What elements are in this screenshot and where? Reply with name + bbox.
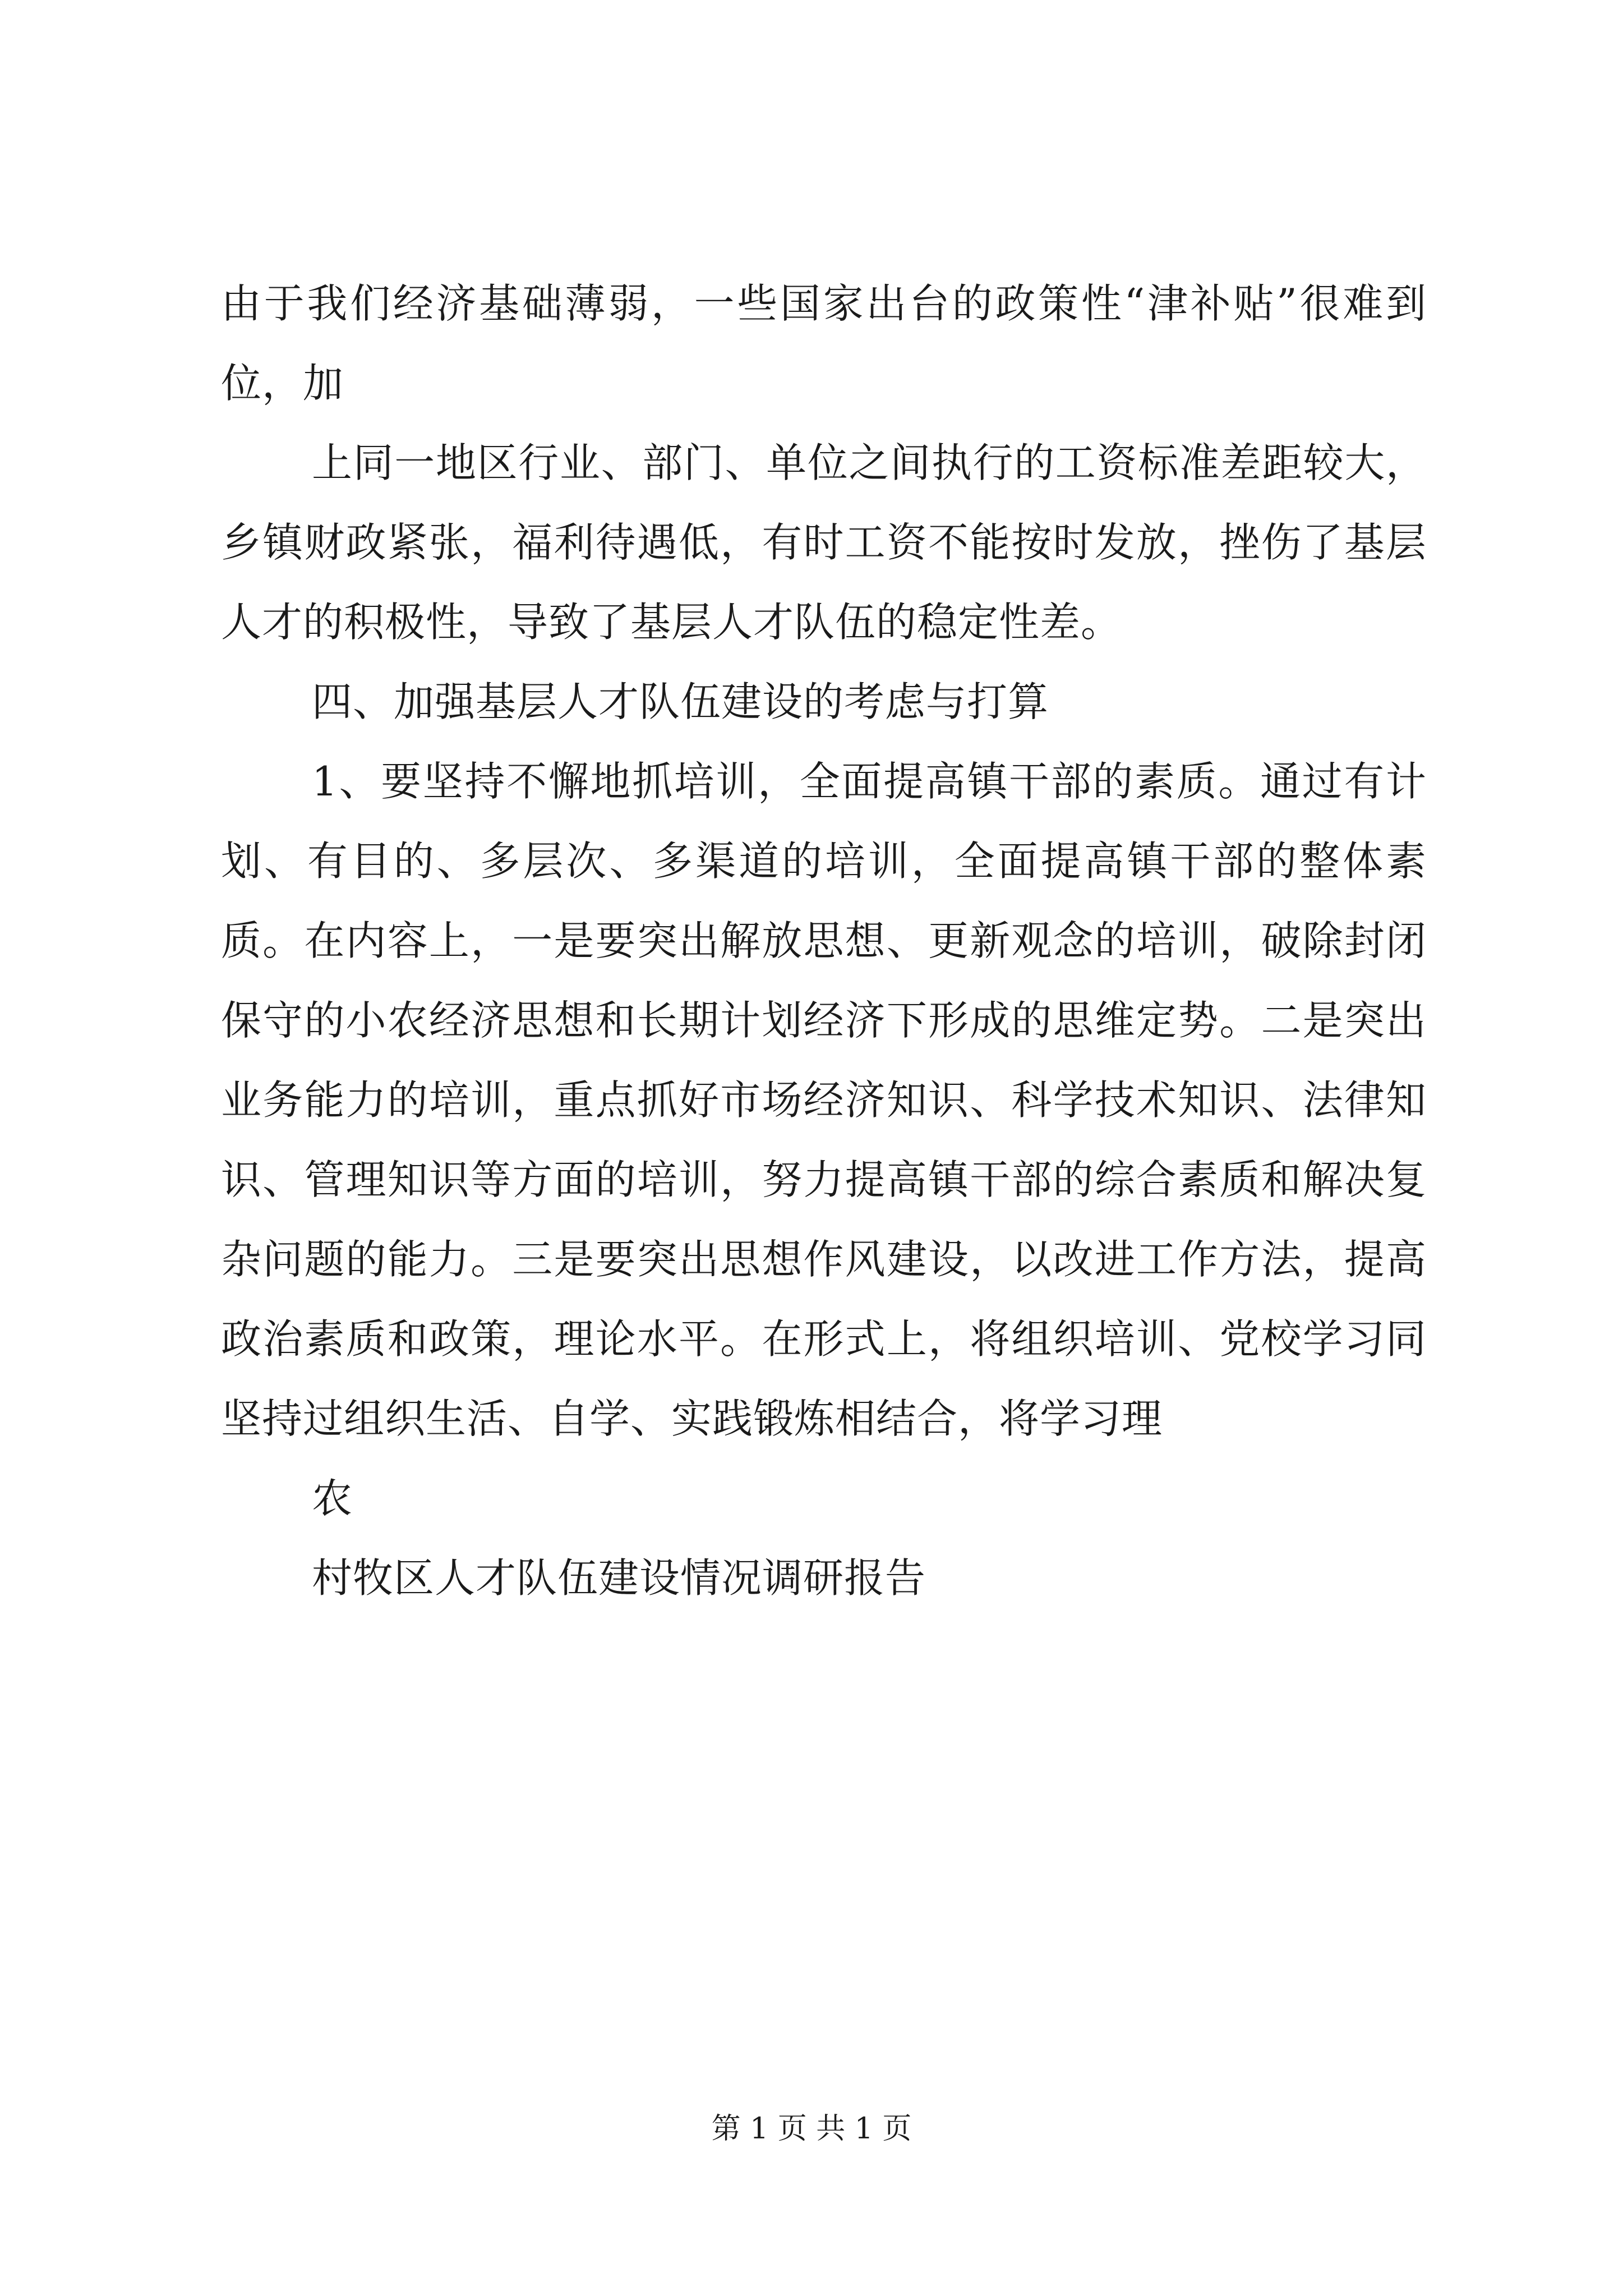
paragraph-2: 上同一地区行业、部门、单位之间执行的工资标准差距较大，乡镇财政紧张，福利待遇低，有时工资不能按时发放，挫伤了基层人才的积极性，导致了基层人才队伍的稳定性差。 [221,439,1427,646]
page-footer: 第 1 页 共 1 页 [711,2112,912,2146]
document-body [221,264,1427,1618]
document-title-line: 村牧区人才队伍建设情况调研报告 [312,1554,926,1602]
paragraph-1: 由于我们经济基础薄弱，一些国家出台的政策性“津补贴”很难到位，加 [221,280,1427,407]
paragraph-3: 1、要坚持不懈地抓培训，全面提高镇干部的素质。通过有计划、有目的、多层次、多渠道的培训，全面提高镇干部的整体素质。在内容上，一是要突出解放思想、更新观念的培训，破除封闭保守的小农经济思想和长期计划经济下形成的思维定势。二是突出业务能力的培训，重点抓好市场经济知识、科学技术知识、法律知识、管理知识等方面的培训，努力提高镇干部的综合素质和解决复杂问题的能力。三是要突出思想作风建设，以改进工作方法，提高政治素质和政策，理论水平。在形式上，将组织培训、党校学习同坚持过组织生活、自学、实践锻炼相结合，将学习理 [221,758,1427,1442]
section-heading: 四、加强基层人才队伍建设的考虑与打算 [312,678,1049,725]
paragraph-fragment: 农 [312,1475,353,1522]
